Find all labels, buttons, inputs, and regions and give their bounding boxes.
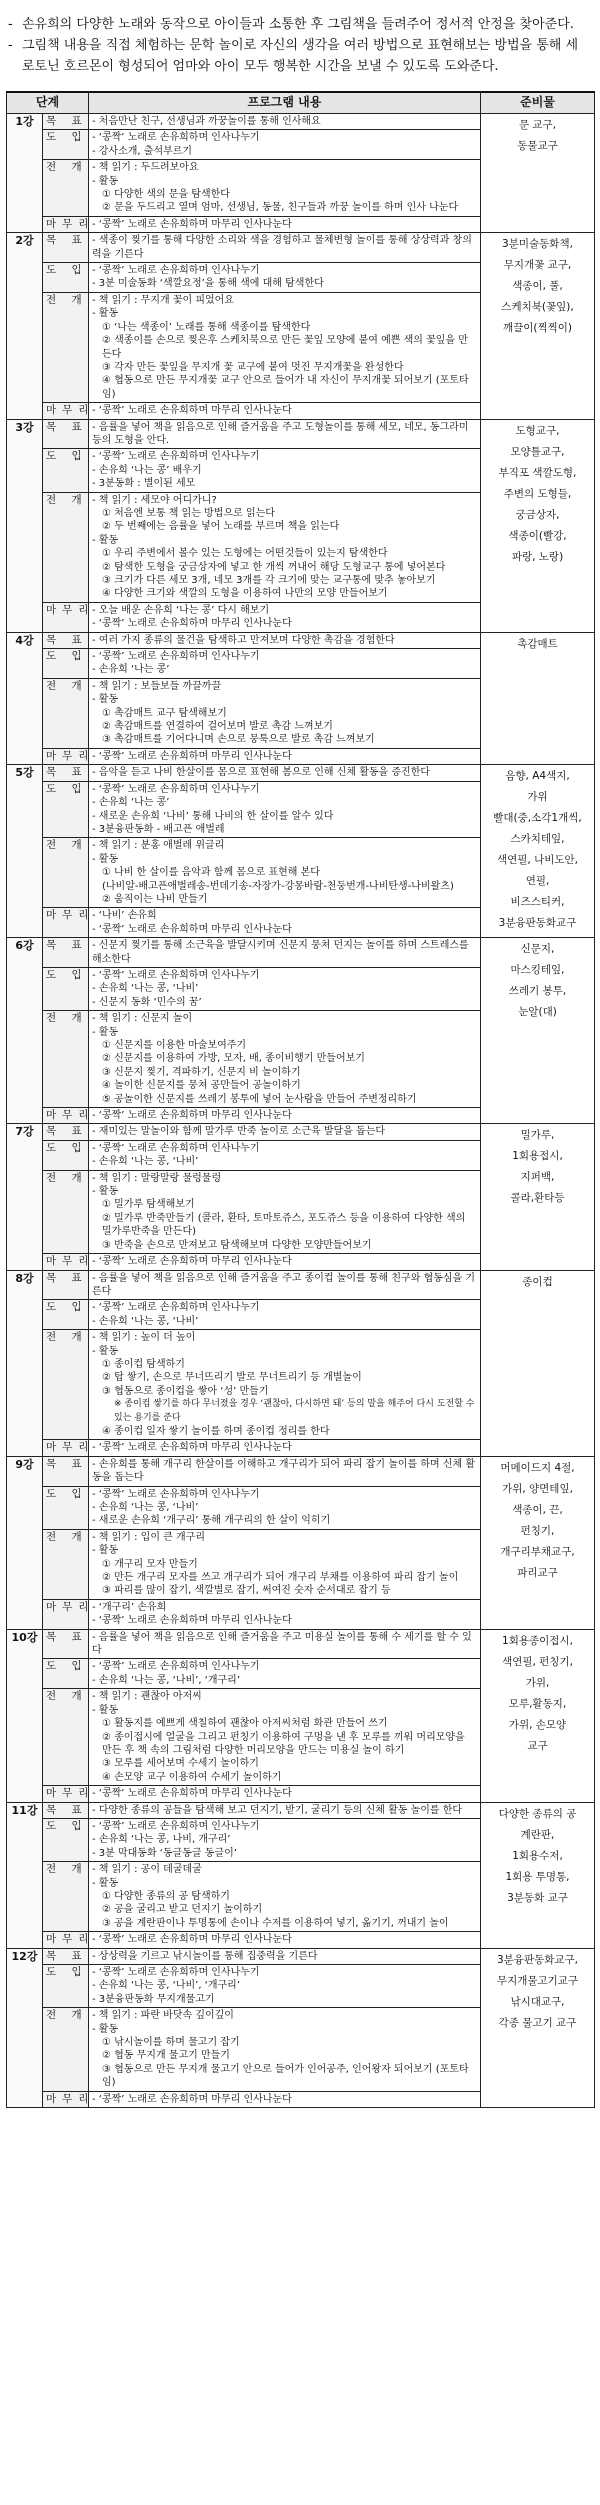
stage-content-goal <box>89 233 481 263</box>
stage-content-dev <box>89 1862 481 1932</box>
materials-cell <box>481 114 595 233</box>
content-line: - ‘콩짝’ 노래로 손유희하며 마무리 인사나눈다 <box>92 1788 292 1800</box>
stage-content-intro <box>89 263 481 293</box>
content-line: - 손유희 ‘나는 콩’ <box>92 797 170 809</box>
stage-content-intro <box>89 1140 481 1170</box>
materials-cell <box>481 938 595 1124</box>
stage-label-dev: 전 개 <box>43 1529 89 1599</box>
stage-content-close <box>89 1599 481 1629</box>
table-row <box>7 1948 595 1964</box>
stage-content-goal <box>89 1629 481 1659</box>
session-number: 8강 <box>7 1270 43 1456</box>
stage-content-intro <box>89 967 481 1010</box>
stage-content-close <box>89 602 481 632</box>
materials-cell <box>481 1124 595 1270</box>
stage-content-close <box>89 1440 481 1456</box>
content-line: - 책 읽기 : 신문지 놀이 <box>92 1013 193 1025</box>
materials-cell <box>481 419 595 632</box>
table-row <box>7 419 595 449</box>
content-line: - 손유희 ‘나는 콩, ‘나비’, ‘개구리’ <box>92 1980 241 1992</box>
content-line: - ‘콩짝’ 노래로 손유희하며 마무리 인사나눈다 <box>92 1615 292 1627</box>
stage-content-goal <box>89 1948 481 1964</box>
content-line: ② 만든 개구리 모자를 쓰고 개구리가 되어 개구리 부채를 이용하여 파리 잡기 놀이 <box>102 1572 459 1584</box>
content-line: - ‘콩짝’ 노래로 손유희하며 마무리 인사나눈다 <box>92 750 292 762</box>
stage-label-goal: 목 표 <box>43 938 89 968</box>
stage-content-intro <box>89 781 481 838</box>
content-line: - 3분 막대동화 ‘동글동글 동글이’ <box>92 1847 237 1859</box>
content-line: ① 처음엔 보통 책 읽는 방법으로 읽는다 <box>102 507 275 519</box>
stage-label-dev: 전 개 <box>43 160 89 217</box>
stage-label-close: 마무리 <box>43 216 89 232</box>
content-line: - 여러 가지 종류의 물건을 탐색하고 만져보며 다양한 촉감을 경험한다 <box>92 634 395 646</box>
content-line: ③ 협동으로 만든 무지개 물고기 안으로 들어가 인어공주, 인어왕자 되어보기 (포토타임) <box>102 2063 469 2089</box>
content-line: ② 탐색한 도형을 궁금상자에 넣고 한 개씩 꺼내어 해당 도형교구 통에 넣어본다 <box>102 561 446 573</box>
stage-content-intro <box>89 449 481 492</box>
content-line: - 책 읽기 : 말랑말랑 물렁물렁 <box>92 1172 222 1184</box>
stage-content-dev <box>89 1011 481 1108</box>
content-line: - ‘콩짝’ 노래로 손유희하며 마무리 인사나눈다 <box>92 618 292 630</box>
stage-content-close <box>89 2091 481 2107</box>
stage-label-intro: 도 입 <box>43 130 89 160</box>
content-line: - ‘콩짝’ 노래로 손유희하며 인사나누기 <box>92 1820 260 1832</box>
content-line: ③ 모루를 세어보며 수세기 놀이하기 <box>102 1758 259 1770</box>
stage-label-goal: 목 표 <box>43 1124 89 1140</box>
stage-label-intro: 도 입 <box>43 1818 89 1861</box>
stage-label-close: 마무리 <box>43 1254 89 1270</box>
content-line: - 활동 <box>92 1345 119 1357</box>
header-stage: 단계 <box>7 92 89 114</box>
content-line: - ‘콩짝’ 노래로 손유희하며 마무리 인사나눈다 <box>92 1110 292 1122</box>
content-line: - 활동 <box>92 1545 119 1557</box>
content-line: ① 촉감매트 교구 탐색해보기 <box>102 707 227 719</box>
stage-label-goal: 목 표 <box>43 114 89 130</box>
content-line: - ‘콩짝’ 노래로 손유희하며 인사나누기 <box>92 783 260 795</box>
materials-text: 음향, A4색지, 가위 빨대(중,소각1개씩, 스카치테잎, 색연필, 나비도안, 연필, 비즈스티커, 3분융판동화교구 <box>493 770 582 930</box>
session-number: 4강 <box>7 632 43 765</box>
content-line: - 오늘 배운 손유희 ‘나는 콩’ 다시 해보기 <box>92 604 270 616</box>
stage-label-dev: 전 개 <box>43 1170 89 1253</box>
content-line: - ‘콩짝’ 노래로 손유희하며 인사나누기 <box>92 1967 260 1978</box>
stage-label-goal: 목 표 <box>43 419 89 449</box>
content-line: ① 신문지를 이용한 마술보여주기 <box>102 1040 247 1051</box>
content-line: - 손유희 ‘나는 콩, 나비, 개구리’ <box>92 1834 231 1846</box>
content-line: ② 밀가루 반죽만들기 (콜라, 환타, 토마토쥬스, 포도쥬스 등을 이용하여 다양한 색의 밀가루반죽을 만든다) <box>102 1212 466 1238</box>
content-line: - 손유희 ‘나는 콩, ‘나비’ <box>92 1315 199 1327</box>
materials-text: 밀가루, 1회용접시, 지퍼백, 콜라,환타등 <box>510 1129 565 1205</box>
stage-content-dev <box>89 1689 481 1786</box>
content-line: ② 움직이는 나비 만들기 <box>102 893 208 905</box>
session-number: 9강 <box>7 1456 43 1629</box>
content-line: - ‘개구리’ 손유희 <box>92 1601 167 1613</box>
content-line: - 음률을 넣어 책을 읽음으로 인해 즐거움을 주고 미용실 놀이를 통해 수 세기를 할 수 있다 <box>92 1631 472 1657</box>
content-line: - 활동 <box>92 853 119 865</box>
content-line: - ‘콩짝’ 노래로 손유희하며 마무리 인사나눈다 <box>92 1934 292 1946</box>
table-row <box>7 1270 595 1300</box>
table-row <box>7 1629 595 1659</box>
materials-cell <box>481 1629 595 1802</box>
stage-content-goal <box>89 1124 481 1140</box>
table-row <box>7 632 595 648</box>
stage-content-dev <box>89 160 481 217</box>
stage-content-intro <box>89 1486 481 1529</box>
content-line: - 책 읽기 : 세모야 어디가니? <box>92 494 217 506</box>
table-row <box>7 1124 595 1140</box>
stage-label-close: 마무리 <box>43 602 89 632</box>
header-materials: 준비물 <box>481 92 595 114</box>
stage-content-dev <box>89 292 481 402</box>
materials-text: 머메이드지 4절, 가위, 양면테잎, 색종이, 끈, 펀칭기, 개구리부채교구, 파리교구 <box>500 1461 575 1579</box>
session-number: 7강 <box>7 1124 43 1270</box>
stage-label-dev: 전 개 <box>43 1862 89 1932</box>
session-number: 11강 <box>7 1802 43 1948</box>
content-line: - 색종이 찢기를 통해 다양한 소리와 색을 경험하고 물체변형 놀이를 통해 상상력과 창의력을 기른다 <box>92 235 472 260</box>
stage-label-dev: 전 개 <box>43 1011 89 1108</box>
content-line: ② 협동 무지개 물고기 만들기 <box>102 2050 230 2062</box>
content-line: - 손유희 ‘나는 콩, ‘나비’ <box>92 983 199 995</box>
content-line: ① 낚시놀이를 하며 물고기 잡기 <box>102 2037 240 2049</box>
materials-text: 3분융판동화교구, 무지개물고기교구 낚시대교구, 각종 물고기 교구 <box>496 1953 579 2029</box>
content-line: ① 활동지를 예쁘게 색칠하여 괜찮아 아저씨처럼 화관 만들어 쓰기 <box>102 1718 388 1730</box>
stage-label-intro: 도 입 <box>43 449 89 492</box>
header-content: 프로그램 내용 <box>89 92 481 114</box>
stage-label-intro: 도 입 <box>43 967 89 1010</box>
table-row <box>7 1456 595 1486</box>
content-line: - ‘나비’ 손유희 <box>92 910 157 922</box>
materials-text: 신문지, 마스킹테잎, 쓰레기 봉투, 눈알(대) <box>508 943 567 1019</box>
stage-label-dev: 전 개 <box>43 292 89 402</box>
content-line: - 음악을 듣고 나비 한살이를 몸으로 표현해 봄으로 인해 신체 활동을 증진한다 <box>92 767 431 779</box>
content-line: - ‘콩짝’ 노래로 손유희하며 인사나누기 <box>92 969 260 981</box>
content-line: ③ 촉감매트를 기어다니며 손으로 뭉툭으로 발로 촉감 느껴보기 <box>102 734 375 746</box>
stage-content-close <box>89 1932 481 1948</box>
materials-text: 3분미술동화책, 무지개꽃 교구, 색종이, 풀, 스케치북(꽃잎), 깨끌이(찍찍이) <box>501 238 574 335</box>
stage-content-intro <box>89 1965 481 2008</box>
stage-label-intro: 도 입 <box>43 1486 89 1529</box>
content-line: - 책 읽기 : 공이 데굴데굴 <box>92 1864 202 1876</box>
stage-content-goal <box>89 1456 481 1486</box>
stage-label-intro: 도 입 <box>43 1659 89 1689</box>
materials-cell <box>481 632 595 765</box>
content-line: - ‘콩짝’ 노래로 손유희하며 인사나누기 <box>92 1488 260 1500</box>
materials-text: 촉감매트 <box>517 637 558 650</box>
stage-label-intro: 도 입 <box>43 1965 89 2008</box>
stage-label-close: 마무리 <box>43 1108 89 1124</box>
materials-cell <box>481 1802 595 1948</box>
content-line: - 손유희 ‘나는 콩, ‘나비’ <box>92 1502 199 1513</box>
content-line: - 책 읽기 : 무지개 꽃이 피었어요 <box>92 294 234 306</box>
content-line: ⑤ 공놀이한 신문지를 쓰레기 봉투에 넣어 눈사람을 만들어 주변정리하기 <box>102 1093 417 1105</box>
stage-label-close: 마무리 <box>43 908 89 938</box>
content-line: - 음률을 넣어 책을 읽음으로 인해 즐거움을 주고 도형놀이를 통해 세모, 네모, 동그라미 등의 도형을 안다. <box>92 421 469 446</box>
content-line: ② 색종이를 손으로 찢은후 스케치북으로 만든 꽃잎 모양에 붙여 예쁜 색의 꽃잎을 만든다 <box>102 335 468 360</box>
stage-label-goal: 목 표 <box>43 1270 89 1300</box>
stage-content-intro <box>89 130 481 160</box>
content-line: ① 다양한 종류의 공 탐색하기 <box>102 1890 230 1902</box>
content-line: ④ 다양한 크기와 색깔의 도형을 이용하여 나만의 모양 만들어보기 <box>102 588 388 600</box>
stage-label-dev: 전 개 <box>43 838 89 908</box>
materials-text: 1회용종이접시, 색연필, 펀칭기, 가위, 모루,활동지, 가위, 손모양 교구 <box>502 1634 573 1752</box>
content-line: - 3분융판동화 무지개물고기 <box>92 1993 215 2005</box>
stage-content-close <box>89 748 481 764</box>
intro-sentence: 손유희의 다양한 노래와 동작으로 아이들과 소통한 후 그림책을 들려주어 정서적 안정을 찾아준다. <box>22 17 574 32</box>
stage-label-intro: 도 입 <box>43 263 89 293</box>
content-line: - 책 읽기 : 두드려보아요 <box>92 162 199 174</box>
stage-content-dev <box>89 838 481 908</box>
content-line: - ‘콩짝’ 노래로 손유희하며 인사나누기 <box>92 132 260 144</box>
session-number: 1강 <box>7 114 43 233</box>
content-line: - 신문지 찢기를 통해 소근육을 발달시키며 신문지 뭉쳐 던지는 놀이를 하며 스트레스를 해소한다 <box>92 940 469 965</box>
content-line: - 활동 <box>92 1186 119 1198</box>
content-line: - ‘콩짝’ 노래로 손유희하며 마무리 인사나눈다 <box>92 218 292 230</box>
content-line: - ‘콩짝’ 노래로 손유희하며 마무리 인사나눈다 <box>92 405 292 417</box>
content-line: - 활동 <box>92 2023 119 2035</box>
table-row <box>7 1802 595 1818</box>
stage-label-intro: 도 입 <box>43 781 89 838</box>
stage-content-goal <box>89 938 481 968</box>
stage-content-intro <box>89 1659 481 1689</box>
stage-label-dev: 전 개 <box>43 2008 89 2091</box>
stage-content-goal <box>89 1802 481 1818</box>
stage-label-goal: 목 표 <box>43 1802 89 1818</box>
stage-content-intro <box>89 1818 481 1861</box>
stage-content-close <box>89 403 481 419</box>
content-line: ③ 공을 계란판이나 투명통에 손이나 수저를 이용하여 넣기, 옮기기, 꺼내기 놀이 <box>102 1917 449 1929</box>
content-line: - 활동 <box>92 694 119 706</box>
materials-cell <box>481 1456 595 1629</box>
content-line: - 책 읽기 : 입이 큰 개구리 <box>92 1531 205 1543</box>
materials-text: 문 교구, 동물교구 <box>517 119 558 152</box>
intro-text <box>0 0 600 85</box>
content-line: - 책 읽기 : 파란 바닷속 깊이깊이 <box>92 2010 234 2022</box>
stage-content-intro <box>89 649 481 679</box>
content-line: - 3분동화 : 별이된 세모 <box>92 478 196 490</box>
content-line: ② 종이접시에 얼굴을 그리고 펀칭기 이용하여 구멍을 낸 후 모루를 끼워 머리모양을 만든 후 책 속의 그림처럼 다양한 머리모양을 만드는 미용실 놀이 하기 <box>102 1731 465 1756</box>
materials-text: 다양한 종류의 공 계란판, 1회용수저, 1회용 투명통, 3분동화 교구 <box>498 1807 577 1904</box>
materials-cell <box>481 1270 595 1456</box>
content-line: - 책 읽기 : 높이 더 높이 <box>92 1332 196 1344</box>
stage-content-close <box>89 1786 481 1802</box>
table-row <box>7 938 595 968</box>
content-line: - 재미있는 말놀이와 함께 말가루 반죽 놀이로 소근육 발달을 돕는다 <box>92 1126 386 1138</box>
stage-label-close: 마무리 <box>43 748 89 764</box>
content-line: ③ 크기가 다른 세모 3개, 네모 3개를 각 크기에 맞는 교구통에 맞추 놓아보기 <box>102 575 436 586</box>
content-line: ④ 협동으로 만든 무지개꽃 교구 안으로 들어가 내 자신이 무지개꽃 되어보기 (포토타임) <box>102 375 469 400</box>
materials-cell <box>481 1948 595 2107</box>
content-line: ※ 종이컵 쌓기를 하다 무너졌을 경우 ‘괜찮아, 다시하면 돼’ 등의 말을 해주어 다시 도전할 수 있는 용기를 준다 <box>114 1399 475 1423</box>
stage-content-dev <box>89 1529 481 1599</box>
stage-label-intro: 도 입 <box>43 1140 89 1170</box>
stage-label-intro: 도 입 <box>43 649 89 679</box>
content-line: - ‘콩짝’ 노래로 손유희하며 마무리 인사나눈다 <box>92 2093 292 2105</box>
content-line: ① 밀가루 탐색해보기 <box>102 1199 195 1211</box>
content-line: - 활동 <box>92 308 119 320</box>
stage-content-close <box>89 908 481 938</box>
content-line: - 활동 <box>92 534 119 546</box>
content-line: - 활동 <box>92 1026 119 1038</box>
content-line: - 손유희 ‘나는 콩, ‘나비’ <box>92 1156 199 1168</box>
content-line: - 새로운 손유희 ‘개구리’ 통해 개구리의 한 살이 익히기 <box>92 1515 331 1527</box>
stage-content-close <box>89 1108 481 1124</box>
content-line: ② 공을 굴리고 받고 던지기 놀이하기 <box>102 1904 263 1916</box>
content-line: ③ 각자 만든 꽃잎을 무지개 꽃 교구에 붙여 멋진 무지개꽃을 완성한다 <box>102 361 404 373</box>
stage-content-close <box>89 1254 481 1270</box>
stage-content-intro <box>89 1300 481 1330</box>
content-line: - 신문지 동화 ‘민수의 꿈’ <box>92 996 202 1008</box>
stage-label-close: 마무리 <box>43 403 89 419</box>
stage-label-close: 마무리 <box>43 1786 89 1802</box>
content-line: - ‘콩짝’ 노래로 손유희하며 인사나누기 <box>92 265 260 277</box>
content-line: ② 두 번째에는 음률을 넣어 노래를 부르며 책을 읽는다 <box>102 521 340 533</box>
session-number: 6강 <box>7 938 43 1124</box>
content-line: - 활동 <box>92 1704 119 1716</box>
session-number: 5강 <box>7 765 43 938</box>
content-line: ④ 놀이한 신문지를 뭉쳐 공만들어 공놀이하기 <box>102 1080 301 1092</box>
materials-text: 종이컵 <box>522 1275 553 1288</box>
bullet-dash: - <box>8 38 13 53</box>
stage-label-dev: 전 개 <box>43 1689 89 1786</box>
stage-label-dev: 전 개 <box>43 492 89 602</box>
content-line: - ‘콩짝’ 노래로 손유희하며 인사나누기 <box>92 651 260 663</box>
content-line: - ‘콩짝’ 노래로 손유희하며 마무리 인사나눈다 <box>92 923 292 935</box>
content-line: - 책 읽기 : 분홍 애벌레 위글리 <box>92 840 225 852</box>
content-line: - 손유희를 통해 개구리 한살이를 이해하고 개구리가 되어 파리 잡기 놀이를 하며 신체 활동을 돕는다 <box>92 1458 476 1484</box>
content-line: ③ 신문지 찢기, 격파하기, 신문지 비 놀이하기 <box>102 1066 301 1078</box>
stage-label-goal: 목 표 <box>43 233 89 263</box>
content-line: ① 나비 한 살이를 음악과 함께 몸으로 표현해 본다 <box>102 867 320 879</box>
session-number: 12강 <box>7 1948 43 2107</box>
materials-text: 도형교구, 모양틀교구, 부직포 색깔도형, 주변의 도형들, 궁금상자, 색종이(빨강, 파랑, 노랑) <box>498 424 577 563</box>
stage-label-dev: 전 개 <box>43 1330 89 1440</box>
stage-label-close: 마무리 <box>43 1599 89 1629</box>
content-line: ① 개구리 모자 만들기 <box>102 1558 198 1570</box>
content-line: ① 우리 주변에서 볼수 있는 도형에는 어떤것들이 있는지 탐색한다 <box>102 548 388 560</box>
stage-label-goal: 목 표 <box>43 632 89 648</box>
content-line: - 책 읽기 : 괜찮아 아저씨 <box>92 1691 202 1703</box>
stage-label-goal: 목 표 <box>43 1629 89 1659</box>
content-line: ③ 반죽을 손으로 만져보고 탐색해보며 다양한 모양만들어보기 <box>102 1239 372 1251</box>
stage-content-dev <box>89 678 481 748</box>
stage-label-dev: 전 개 <box>43 678 89 748</box>
content-line: - 손유희 ‘나는 콩, ‘나비’, ‘개구리’ <box>92 1674 241 1686</box>
table-row <box>7 233 595 263</box>
content-line: - 손유희 ‘나는 콩’ 배우기 <box>92 464 202 476</box>
table-body <box>7 114 595 2108</box>
content-line: - 책 읽기 : 보들보들 까끌까끌 <box>92 680 222 692</box>
table-row <box>7 114 595 130</box>
content-line: ④ 손모양 교구 이용하여 수세기 놀이하기 <box>102 1771 282 1783</box>
session-number: 3강 <box>7 419 43 632</box>
content-line: - ‘콩짝’ 노래로 손유희하며 마무리 인사나눈다 <box>92 1442 292 1454</box>
stage-label-intro: 도 입 <box>43 1300 89 1330</box>
stage-label-close: 마무리 <box>43 1932 89 1948</box>
stage-content-dev <box>89 1170 481 1253</box>
content-line: (나비알-배고픈애벌레송-번데기송-자장가-강몽바람-천둥번개-나비탄생-나비왈츠) <box>102 880 454 892</box>
content-line: - 손유희 ‘나는 콩’ <box>92 664 170 676</box>
content-line: - 처음만난 친구, 선생님과 까꿍놀이를 통해 인사해요 <box>92 116 321 127</box>
stage-content-dev <box>89 2008 481 2091</box>
program-table <box>6 91 595 2108</box>
content-line: ② 신문지를 이용하여 가방, 모자, 배, 종이비행기 만들어보기 <box>102 1053 365 1065</box>
stage-content-goal <box>89 114 481 130</box>
stage-content-goal <box>89 1270 481 1300</box>
content-line: ② 탑 쌓기, 손으로 무너뜨리기 발로 무너트리기 등 개별놀이 <box>102 1372 362 1384</box>
table-row <box>7 765 595 781</box>
content-line: - ‘콩짝’ 노래로 손유희하며 인사나누기 <box>92 1661 260 1673</box>
stage-label-goal: 목 표 <box>43 765 89 781</box>
content-line: - 강사소개, 출석부르기 <box>92 145 193 157</box>
content-line: ③ 협동으로 종이컵을 쌓아 ‘성’ 만들기 <box>102 1385 269 1397</box>
stage-label-close: 마무리 <box>43 2091 89 2107</box>
stage-content-goal <box>89 632 481 648</box>
intro-sentence: 그림책 내용을 직접 체험하는 문학 놀이로 자신의 생각을 여러 방법으로 표현해보는 방법을 통해 세로토닌 호르몬이 형성되어 엄마와 아이 모두 행복한 시간을 보낼 수 있도록 도와준다. <box>22 38 579 74</box>
bullet-dash: - <box>8 17 13 32</box>
intro-line-1 <box>8 14 590 35</box>
materials-cell <box>481 233 595 419</box>
content-line: - 다양한 종류의 공들을 탐색해 보고 던지기, 받기, 굴리기 등의 신체 활동 놀이를 한다 <box>92 1804 463 1816</box>
content-line: - ‘콩짝’ 노래로 손유희하며 인사나누기 <box>92 451 260 463</box>
stage-content-dev <box>89 492 481 602</box>
stage-label-close: 마무리 <box>43 1440 89 1456</box>
stage-label-goal: 목 표 <box>43 1456 89 1486</box>
content-line: - 상상력을 기르고 낚시놀이를 통해 집중력을 기른다 <box>92 1950 318 1962</box>
stage-content-goal <box>89 419 481 449</box>
content-line: ① ‘나는 색종이’ 노래를 통해 색종이를 탐색한다 <box>102 321 311 333</box>
content-line: - 3분 미술동화 ‘색깔요정’을 통해 색에 대해 탐색한다 <box>92 278 324 290</box>
session-number: 10강 <box>7 1629 43 1802</box>
content-line: ② 촉감매트를 연결하여 걸어보며 발로 촉감 느껴보기 <box>102 721 333 733</box>
content-line: - ‘콩짝’ 노래로 손유희하며 인사나누기 <box>92 1302 260 1314</box>
content-line: - 활동 <box>92 1877 119 1889</box>
stage-content-goal <box>89 765 481 781</box>
stage-content-close <box>89 216 481 232</box>
content-line: ③ 파리를 많이 잡기, 색깔별로 잡기, 써여진 숫자 순서대로 잡기 등 <box>102 1585 391 1597</box>
stage-label-goal: 목 표 <box>43 1948 89 1964</box>
session-number: 2강 <box>7 233 43 419</box>
stage-content-dev <box>89 1330 481 1440</box>
content-line: - ‘콩짝’ 노래로 손유희하며 인사나누기 <box>92 1142 260 1154</box>
intro-line-2 <box>8 35 590 77</box>
content-line: ① 종이컵 탐색하기 <box>102 1358 185 1370</box>
content-line: - 3분융판동화 - 배고픈 애벌레 <box>92 823 225 835</box>
content-line: - 새로운 손유희 ‘나비’ 통해 나비의 한 살이를 알수 있다 <box>92 810 334 822</box>
table-header-row <box>7 92 595 114</box>
content-line: ④ 종이컵 일자 쌓기 놀이를 하며 종이컵 정리를 한다 <box>102 1425 330 1437</box>
content-line: ① 다양한 색의 문을 탐색한다 <box>102 189 230 201</box>
content-line: - ‘콩짝’ 노래로 손유희하며 마무리 인사나눈다 <box>92 1256 292 1268</box>
content-line: - 음률을 넣어 책을 읽음으로 인해 즐거움을 주고 종이컵 놀이를 통해 친구와 협동심을 기른다 <box>92 1272 476 1297</box>
materials-cell <box>481 765 595 938</box>
content-line: ② 문을 두드리고 열며 엄마, 선생님, 동물, 친구들과 까꿍 놀이를 하며 인사 나눈다 <box>102 202 459 214</box>
content-line: - 활동 <box>92 175 119 187</box>
